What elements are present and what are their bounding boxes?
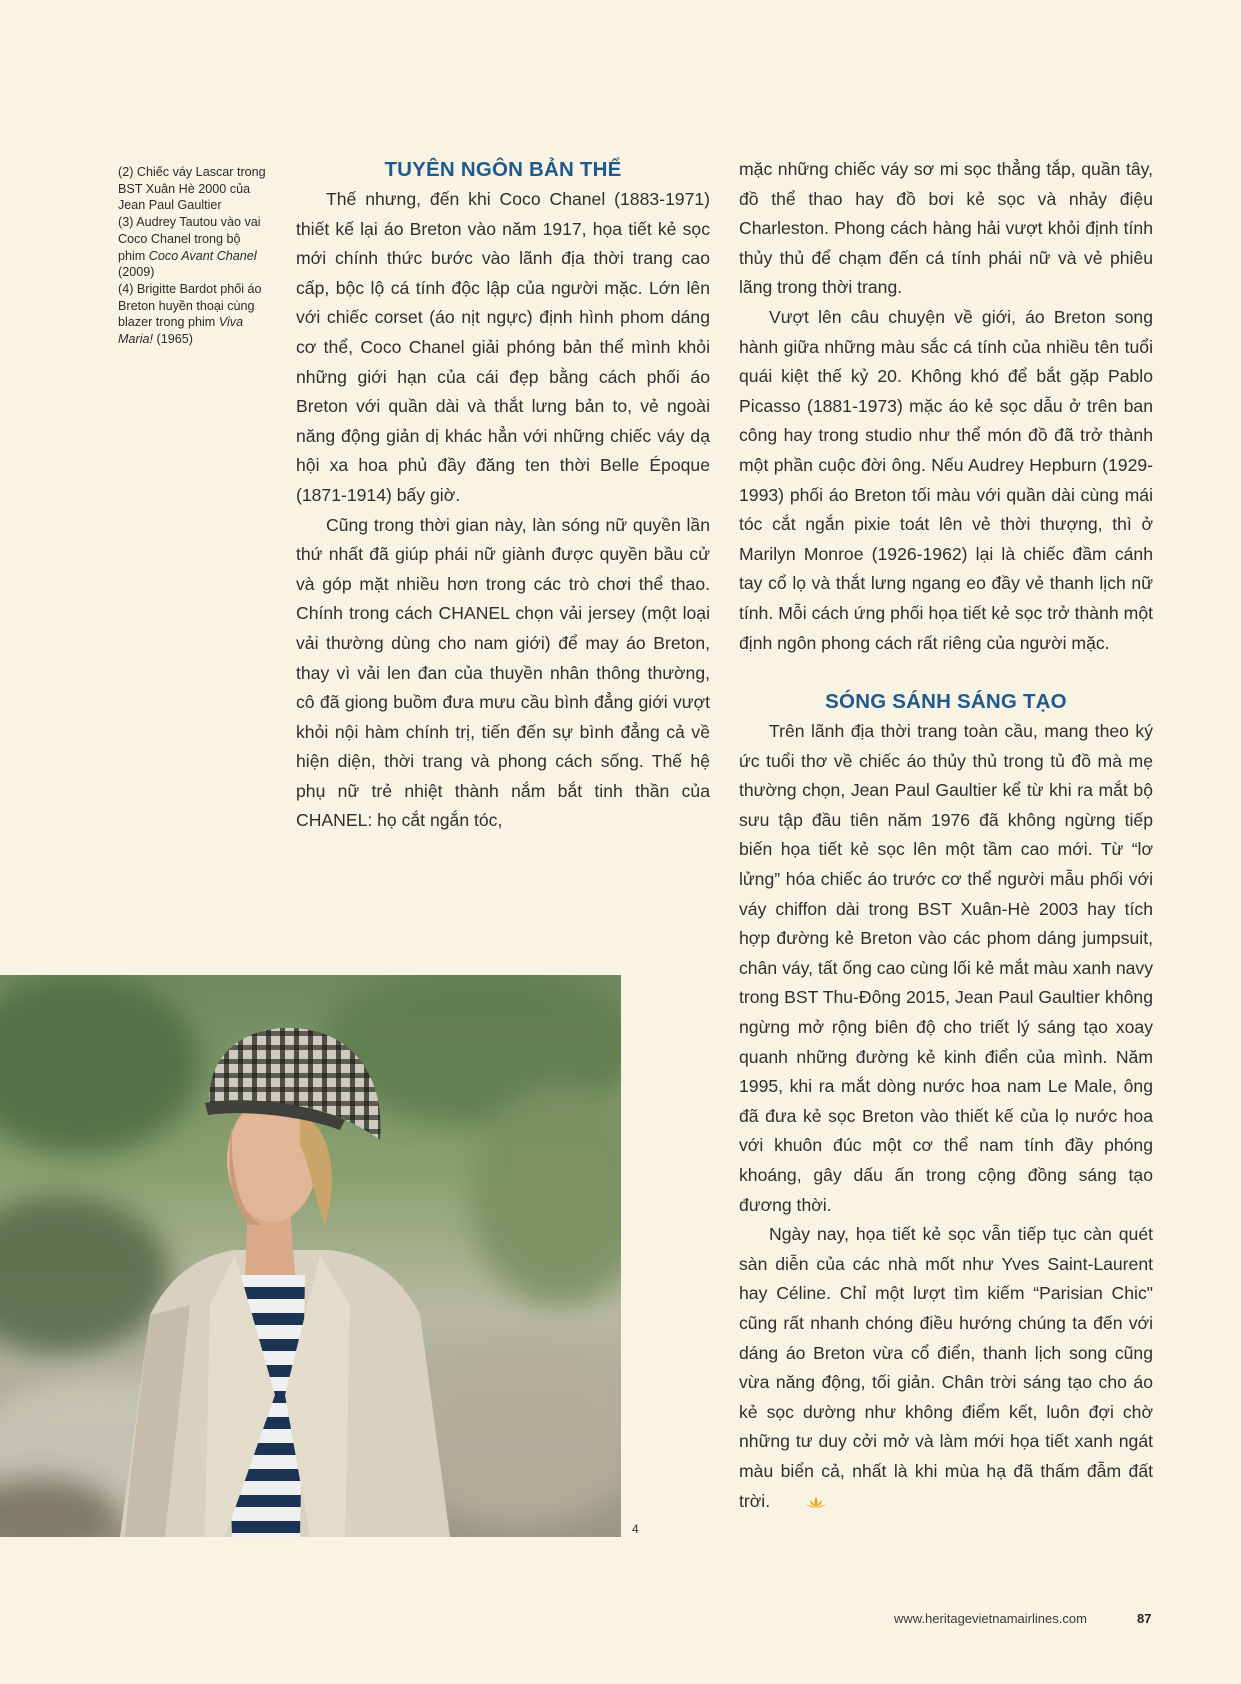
- paragraph: Thế nhưng, đến khi Coco Chanel (1883-1971) thiết kế lại áo Breton vào năm 1917, họa tiết kẻ sọc mới chính thức bước vào lãnh địa thời trang cao cấp, bộc lộ cá tính độc lập của người mặc. Lớn lên với chiếc corset (áo nịt ngực) định hình phom dáng cơ thể, Coco Chanel giải phóng bản thể mình khỏi những giới hạn của cái đẹp bằng cách phối áo Breton với quần dài và thắt lưng bản to, vẻ ngoài năng động giản dị khác hẳn với những chiếc váy dạ hội xa hoa phủ đầy đăng ten thời Belle Époque (1871-1914) bấy giờ.: [296, 189, 710, 505]
- paragraph: mặc những chiếc váy sơ mi sọc thẳng tắp, quần tây, đồ thể thao hay đồ bơi kẻ sọc và nhảy điệu Charleston. Phong cách hàng hải vượt khỏi định tính thủy thủ để chạm đến cá tính phái nữ và vẻ phiêu lãng trong thời trang.: [739, 159, 1153, 298]
- paragraph: Trên lãnh địa thời trang toàn cầu, mang theo ký ức tuổi thơ về chiếc áo thủy thủ trong tủ đồ mà mẹ thường chọn, Jean Paul Gaultier kể từ khi ra mắt bộ sưu tập đầu tiên năm 1976 đã không ngừng tiếp biến họa tiết kẻ sọc lên một tầm cao mới. Từ “lơ lửng” hóa chiếc áo trước cơ thể người mẫu phối với váy chiffon dài trong BST Xuân-Hè 2003 hay tích hợp đường kẻ Breton vào các phom dáng jumpsuit, chân váy, tất ống cao cùng lối kẻ mắt màu xanh navy trong BST Thu-Đông 2015, Jean Paul Gaultier không ngừng mở rộng biên độ cho triết lý sáng tạo xoay quanh những đường kẻ kinh điển của mình. Năm 1995, khi ra mắt dòng nước hoa nam Le Male, ông đã đưa kẻ sọc Breton vào thiết kế của lọ nước hoa với khuôn đúc một cơ thể nam tính đầy phóng khoáng, gây dấu ấn trong cộng đồng sáng tạo đương thời.: [739, 721, 1153, 1215]
- caption-4-text: (4) Brigitte Bardot phối áo Breton huyền thoại cùng blazer trong phim: [118, 281, 262, 330]
- caption-3-film: Coco Avant Chanel: [148, 248, 257, 263]
- page-number: 87: [1137, 1611, 1152, 1626]
- caption-3-text: (3) Audrey Tautou vào vai Coco Chanel trong bộ phim: [118, 215, 261, 263]
- caption-4-film: Viva Maria!: [118, 315, 244, 347]
- caption-3-year: (2009): [118, 265, 155, 280]
- caption-4: [118, 281, 268, 348]
- caption-2: (2) Chiếc váy Lascar trong BST Xuân Hè 2000 của Jean Paul Gaultier: [118, 165, 266, 213]
- caption-4-year: (1965): [153, 332, 193, 347]
- paragraph-final-text: Ngày nay, họa tiết kẻ sọc vẫn tiếp tục càn quét sàn diễn của các nhà mốt như Yves Saint-Laurent hay Céline. Chỉ một lượt tìm kiếm “Parisian Chic" cũng rất nhanh chóng điều hướng chúng ta đến với dáng áo Breton vừa cổ điển, thanh lịch song cũng vừa năng động, tối giản. Chân trời sáng tạo cho áo kẻ sọc dường như không điểm kết, luôn đợi chờ những tư duy cởi mở và làm mới họa tiết xanh ngát màu biển cả, nhất là khi mùa hạ đã thấm đẫm đất trời.: [739, 1224, 1153, 1511]
- paragraph: Cũng trong thời gian này, làn sóng nữ quyền lần thứ nhất đã giúp phái nữ giành được quyền bầu cử và góp mặt nhiều hơn trong các trò chơi thể thao. Chính trong cách CHANEL chọn vải jersey (một loại vải thường dùng cho nam giới) để may áo Breton, thay vì vải len đan của thuyền nhân thông thường, cô đã giong buồm đưa mưu cầu bình đẳng giới vượt khỏi nội hàm chính trị, tiến đến sự bình đẳng cả về hiện diện, thời trang và phong cách sống. Thế hệ phụ nữ trẻ nhiệt thành nắm bắt tinh thần của CHANEL: họ cắt ngắn tóc,: [296, 514, 710, 831]
- brigitte-bardot-photo: [0, 975, 621, 1537]
- article-column-1: [296, 155, 710, 836]
- paragraph: Vượt lên câu chuyện về giới, áo Breton song hành giữa những màu sắc cá tính của nhiều tên tuổi quái kiệt thế kỷ 20. Không khó để bắt gặp Pablo Picasso (1881-1973) mặc áo kẻ sọc dẫu ở trên ban công hay trong studio như thể món đồ đã trở thành một phần cuộc đời ông. Nếu Audrey Hepburn (1929-1993) phối áo Breton tối màu với quần dài cùng mái tóc cắt ngắn pixie toát lên vẻ thời thượng, thì ở Marilyn Monroe (1926-1962) lại là chiếc đầm cánh tay cổ lọ và thắt lưng ngang eo đầy vẻ thanh lịch nữ tính. Mỗi cách ứng phối họa tiết kẻ sọc trở thành một định ngôn phong cách rất riêng của người mặc.: [739, 306, 1153, 653]
- photo-captions: [118, 164, 268, 348]
- caption-3: [118, 214, 268, 281]
- section-heading-1: TUYÊN NGÔN BẢN THỂ: [384, 158, 622, 181]
- lotus-icon: [776, 1489, 826, 1519]
- section-spacer: [739, 658, 1153, 687]
- paragraph-final: [739, 1220, 1153, 1518]
- section-heading-2: SÓNG SÁNH SÁNG TẠO: [825, 690, 1067, 714]
- article-column-2: [739, 155, 1153, 1518]
- photo-number: 4: [632, 1522, 639, 1536]
- footer-website-link[interactable]: www.heritagevietnamairlines.com: [894, 1611, 1087, 1626]
